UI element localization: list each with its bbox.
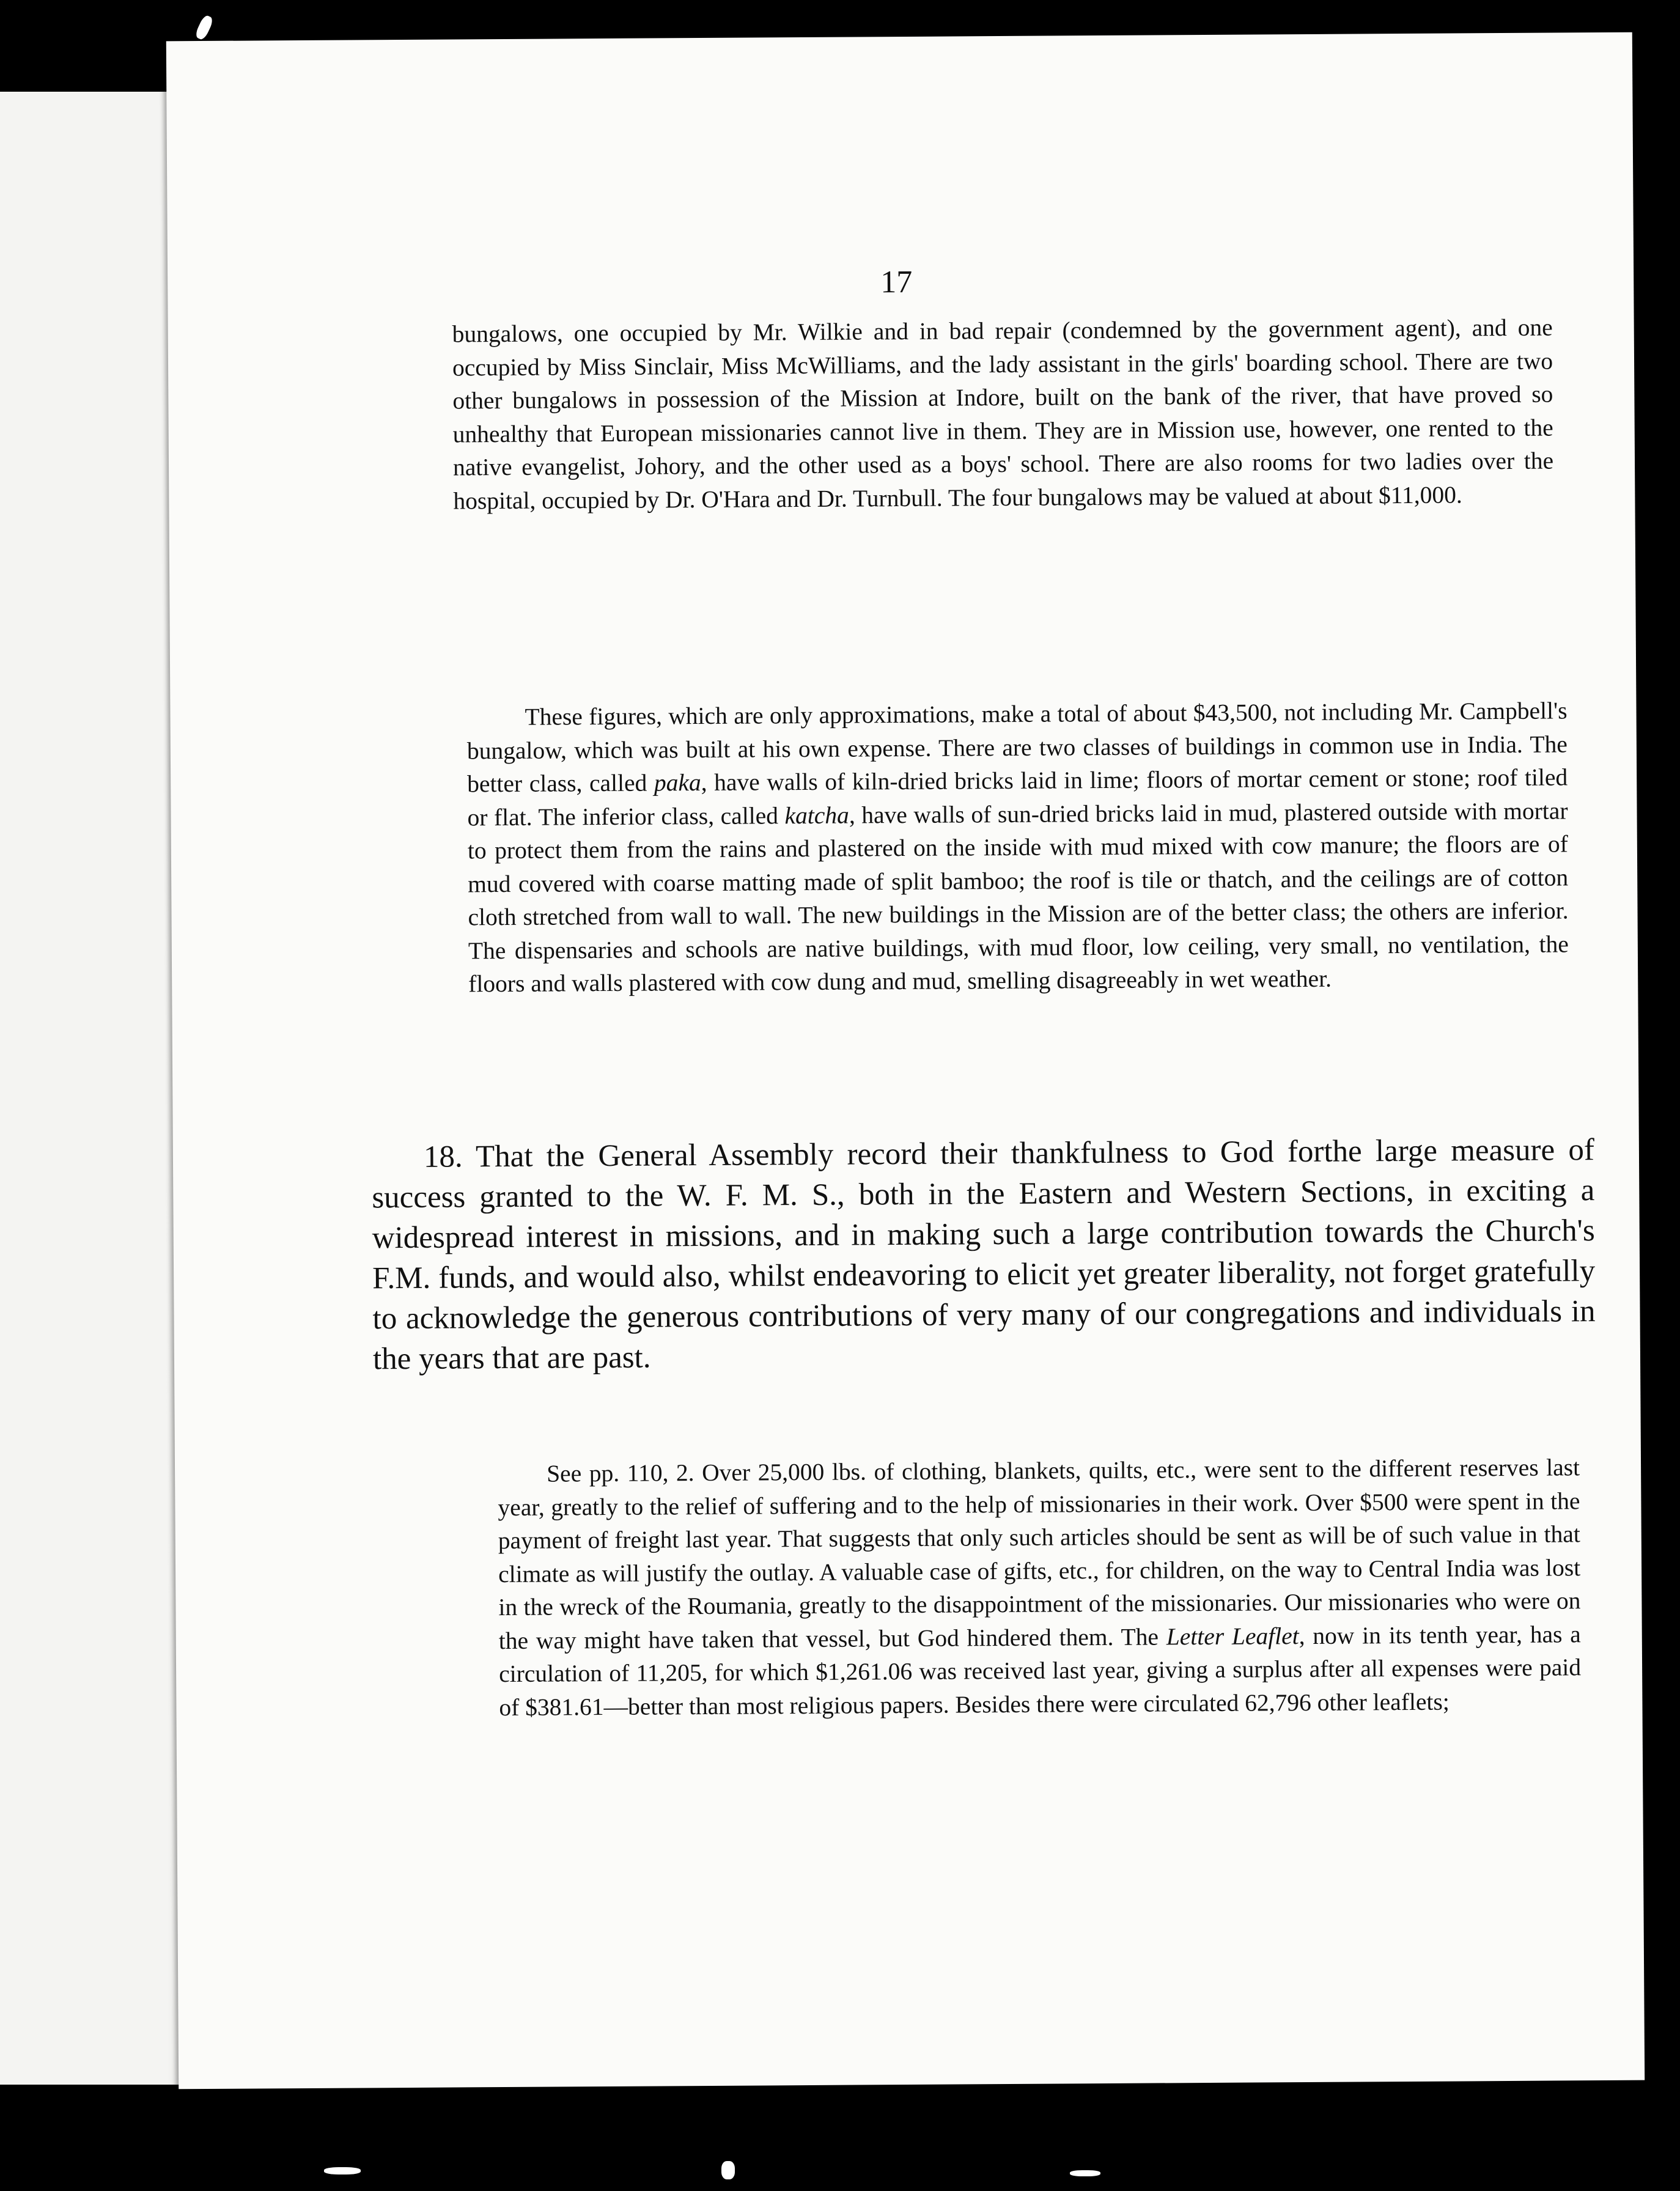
figures-text-1: These figures, which are only approximations, make a total of about $43,500, not including Mr. Campbell's bungalow, which was built at his own expense. There are two classes of buildings in common use in India. The better class, called — [466, 697, 1568, 798]
figures-text-3: , have walls of sun-dried bricks laid in mud, plastered outside with mortar to protect them from the rains and plastered on the inside with mud mixed with cow manure; the floors are of mud covered with coarse matting made of split bamboo; the roof is tile or thatch, and the ceilings are of cotton cloth stretched from wall to wall. The new buildings in the Mission are of the better class; the others are inferior. The dispensaries and schools are native buildings, with mud floor, low ceiling, very small, no ventilation, the floors and walls plastered with cow dung and mud, smelling disagreeably in wet weather. — [467, 797, 1569, 998]
resolution-18-text: 18. That the General Assembly record their thankfulness to God forthe large measure of success granted to the W. F. M. S., both in the Eastern and Western Sections, in exciting a widespread interest in missions, and in making such a large contribution towards the Church's F.M. funds, and would also, whilst endeavoring to elicit yet greater liberality, not forget gratefully to acknowledge the generous contributions of very many of our congregations and individuals in the years that are past. — [372, 1133, 1596, 1377]
note-text-1: See pp. 110, 2. Over 25,000 lbs. of clothing, blankets, quilts, etc., were sent to the different reserves last year, greatly to the relief of suffering and to the help of missionaries in their work. Over $500 were spent in the payment of freight last year. That suggests that only such articles should be sent as will be of such value in that climate as will justify the outlay. A valuable case of gifts, etc., for children, on the way to Central India was lost in the wreck of the Roumania, greatly to the disappointment of the missionaries. Our missionaries who were on the way might have taken that vessel, but God hindered them. The — [498, 1454, 1581, 1654]
resolution-18 — [372, 1130, 1596, 1379]
scan-speck — [721, 2161, 735, 2179]
bungalows-paragraph — [452, 311, 1554, 518]
figures-paragraph — [466, 694, 1569, 1000]
scan-speck — [324, 2167, 361, 2174]
note-text-2: , now in its tenth year, has a circulation of 11,205, for which $1,261.06 was received last year, giving a surplus after all expenses were paid of $381.61—better than most religious papers. Besides there were circulated 62,796 other leaflets; — [498, 1620, 1582, 1721]
term-paka: paka — [654, 769, 701, 797]
figures-text-2: , have walls of kiln-dried bricks laid in lime; floors of mortar cement or stone; roof tiled or flat. The inferior class, called — [467, 764, 1568, 831]
letter-leaflet-title: Letter Leaflet — [1166, 1622, 1299, 1650]
bungalows-text: bungalows, one occupied by Mr. Wilkie and in bad repair (condemned by the government agent), and one occupied by Miss Sinclair, Miss McWilliams, and the lady assistant in the girls' boarding school. There are two other bungalows in possession of the Mission at Indore, built on the bank of the river, that have proved so unhealthy that European missionaries cannot live in them. They are in Mission use, however, one rented to the native evangelist, Johory, and the other used as a boys' school. There are also rooms for two ladies over the hospital, occupied by Dr. O'Hara and Dr. Turnbull. The four bungalows may be valued at about $11,000. — [452, 314, 1554, 515]
note-paragraph — [498, 1451, 1582, 1724]
scan-speck — [1070, 2170, 1100, 2176]
page-number: 17 — [880, 264, 913, 300]
term-katcha: katcha — [784, 801, 849, 829]
document-page — [166, 32, 1645, 2090]
scan-speck — [194, 14, 214, 41]
